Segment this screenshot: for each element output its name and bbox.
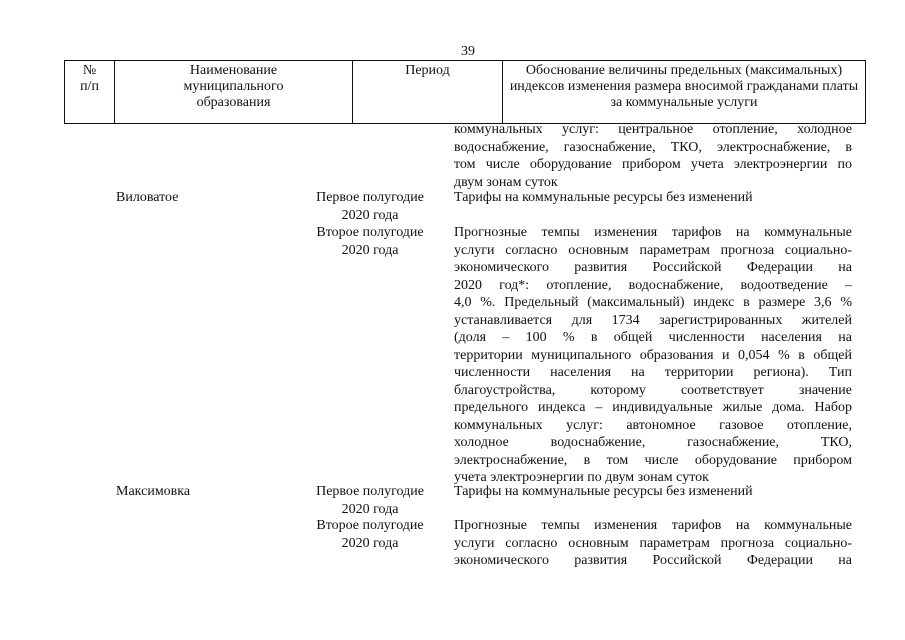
header-text-line: Наименование xyxy=(189,63,278,78)
text-line: 2020 года xyxy=(341,535,399,551)
text-line: услуги согласно основным параметрам прогноза социально- xyxy=(454,535,852,551)
text-line: 2020 года xyxy=(341,207,399,223)
text-line: Первое полугодие xyxy=(316,190,424,205)
text-line: предельного индекса – индивидуальные жилые дома. Набор xyxy=(454,400,852,415)
text-line: коммунальных услуг: автономное газовое отопление, xyxy=(454,417,852,433)
basis-second-half xyxy=(454,224,852,487)
text-line: экономического развития Российской Федерации на xyxy=(454,260,852,275)
text-line: устанавливается для 1734 зарегистрированных жителей xyxy=(454,312,852,328)
header-period-column xyxy=(352,61,502,123)
text-line: коммунальных услуг: центральное отопление, холодное xyxy=(454,122,852,137)
header-text-line: № xyxy=(82,63,97,78)
header-text-line: индексов изменения размера вносимой гражданами платы xyxy=(509,79,859,94)
table-header xyxy=(64,60,866,124)
text-line: территории муниципального образования и 0,054 % в общей xyxy=(454,347,852,363)
header-number-column xyxy=(64,61,114,123)
text-line: Первое полугодие xyxy=(316,484,424,499)
municipality-name: Максимовка xyxy=(116,484,191,499)
text-line: том числе оборудование прибором учета электроэнергии по xyxy=(454,157,852,172)
page-number: 39 xyxy=(461,44,475,59)
text-line: электроснабжение, в том числе оборудование прибором xyxy=(454,452,852,468)
text-line: Второе полугодие xyxy=(316,518,424,533)
text-line: услуги согласно основным параметрам прогноза социально- xyxy=(454,242,852,258)
text-line: 2020 года xyxy=(341,501,399,517)
period-first-half xyxy=(305,483,435,518)
text-line: двум зонам суток xyxy=(454,174,558,190)
basis-first-half: Тарифы на коммунальные ресурсы без изменений xyxy=(454,190,753,205)
basis-first-half: Тарифы на коммунальные ресурсы без изменений xyxy=(454,484,753,499)
municipality-name: Виловатое xyxy=(116,190,179,205)
header-text-line: Период xyxy=(405,63,450,78)
text-line: 2020 год*: отопление, водоснабжение, водоотведение – xyxy=(454,277,852,293)
text-line: (доля – 100 % в общей численности населения на xyxy=(454,330,852,345)
text-line: Прогнозные темпы изменения тарифов на коммунальные xyxy=(454,518,852,533)
header-basis-column xyxy=(502,61,866,123)
header-text-line: за коммунальные услуги xyxy=(610,95,758,110)
period-second-half xyxy=(305,517,435,552)
text-line: 2020 года xyxy=(341,242,399,258)
period-first-half xyxy=(305,189,435,224)
header-text-line: образования xyxy=(196,95,271,110)
continuation-text xyxy=(454,121,852,191)
text-line: 4,0 %. Предельный (максимальный) индекс в размере 3,6 % xyxy=(454,295,852,310)
text-line: Второе полугодие xyxy=(316,225,424,240)
text-line: учета электроэнергии по двум зонам суток xyxy=(454,470,709,485)
header-text-line: Обоснование величины предельных (максимальных) xyxy=(525,63,843,78)
basis-second-half xyxy=(454,517,852,570)
header-municipality-column xyxy=(114,61,352,123)
text-line: благоустройства, которому соответствует значение xyxy=(454,382,852,398)
text-line: экономического развития Российской Федерации на xyxy=(454,553,852,568)
text-line: холодное водоснабжение, газоснабжение, ТКО, xyxy=(454,435,852,450)
header-text-line: муниципального xyxy=(183,79,284,94)
period-second-half xyxy=(305,224,435,259)
header-text-line: п/п xyxy=(80,79,99,94)
text-line: численности населения на территории региона). Тип xyxy=(454,365,852,380)
text-line: Прогнозные темпы изменения тарифов на коммунальные xyxy=(454,225,852,240)
text-line: водоснабжение, газоснабжение, ТКО, электроснабжение, в xyxy=(454,139,852,155)
